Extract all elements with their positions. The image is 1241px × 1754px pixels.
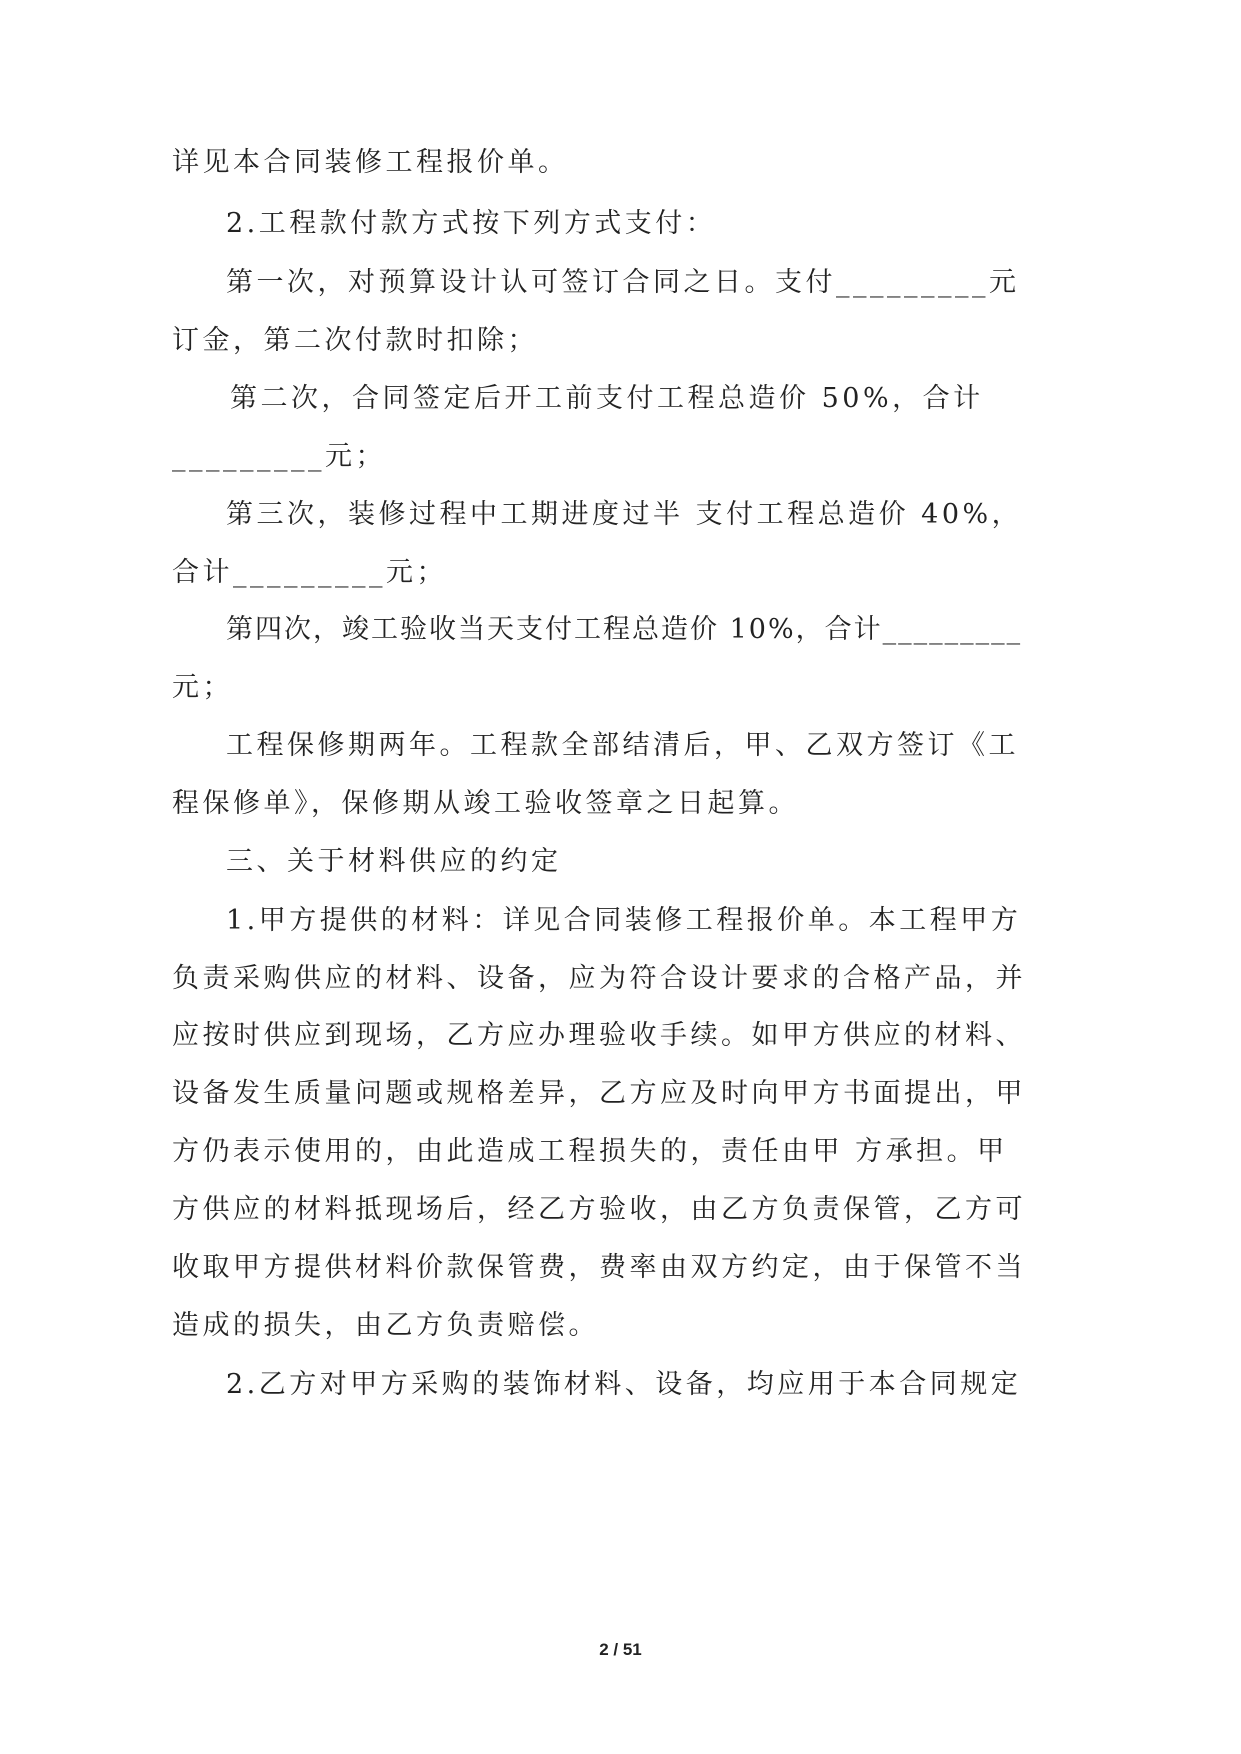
text-line: 第二次，合同签定后开工前支付工程总造价 50%，合计 [230, 383, 984, 414]
text-line: 方供应的材料抵现场后，经乙方验收，由乙方负责保管，乙方可 [172, 1194, 1026, 1225]
text-line: 方仍表示使用的，由此造成工程损失的，责任由甲 方承担。甲 [172, 1136, 1008, 1167]
text-line: 详见本合同装修工程报价单。 [172, 147, 569, 178]
text-line: 工程保修期两年。工程款全部结清后，甲、乙双方签订《工 [226, 730, 1019, 761]
text-line: 程保修单》，保修期从竣工验收签章之日起算。 [172, 788, 799, 819]
text-line: 收取甲方提供材料价款保管费，费率由双方约定，由于保管不当 [172, 1252, 1026, 1283]
text-line: 第一次，对预算设计认可签订合同之日。支付_________元 [226, 267, 1020, 298]
text-line: 合计_________元； [172, 557, 447, 588]
text-line: 元； [172, 672, 233, 703]
text-line: 2.工程款付款方式按下列方式支付： [226, 208, 717, 239]
text-line: 订金，第二次付款时扣除； [172, 325, 538, 356]
text-line: 第三次，装修过程中工期进度过半 支付工程总造价 40%， [226, 499, 1023, 530]
text-line: 2.乙方对甲方采购的装饰材料、设备，均应用于本合同规定 [226, 1369, 1022, 1400]
text-line: 第四次，竣工验收当天支付工程总造价 10%，合计_________ [226, 614, 1023, 645]
text-line: 应按时供应到现场，乙方应办理验收手续。如甲方供应的材料、 [172, 1020, 1026, 1051]
page-number: 2 / 51 [599, 1640, 642, 1659]
text-line: 负责采购供应的材料、设备，应为符合设计要求的合格产品，并 [172, 963, 1026, 994]
text-line: _________元； [172, 441, 386, 472]
text-line: 1.甲方提供的材料：详见合同装修工程报价单。本工程甲方 [226, 905, 1022, 936]
text-line: 造成的损失，由乙方负责赔偿。 [172, 1310, 599, 1341]
text-line: 三、关于材料供应的约定 [226, 846, 562, 877]
text-line: 设备发生质量问题或规格差异，乙方应及时向甲方书面提出，甲 [172, 1078, 1026, 1109]
